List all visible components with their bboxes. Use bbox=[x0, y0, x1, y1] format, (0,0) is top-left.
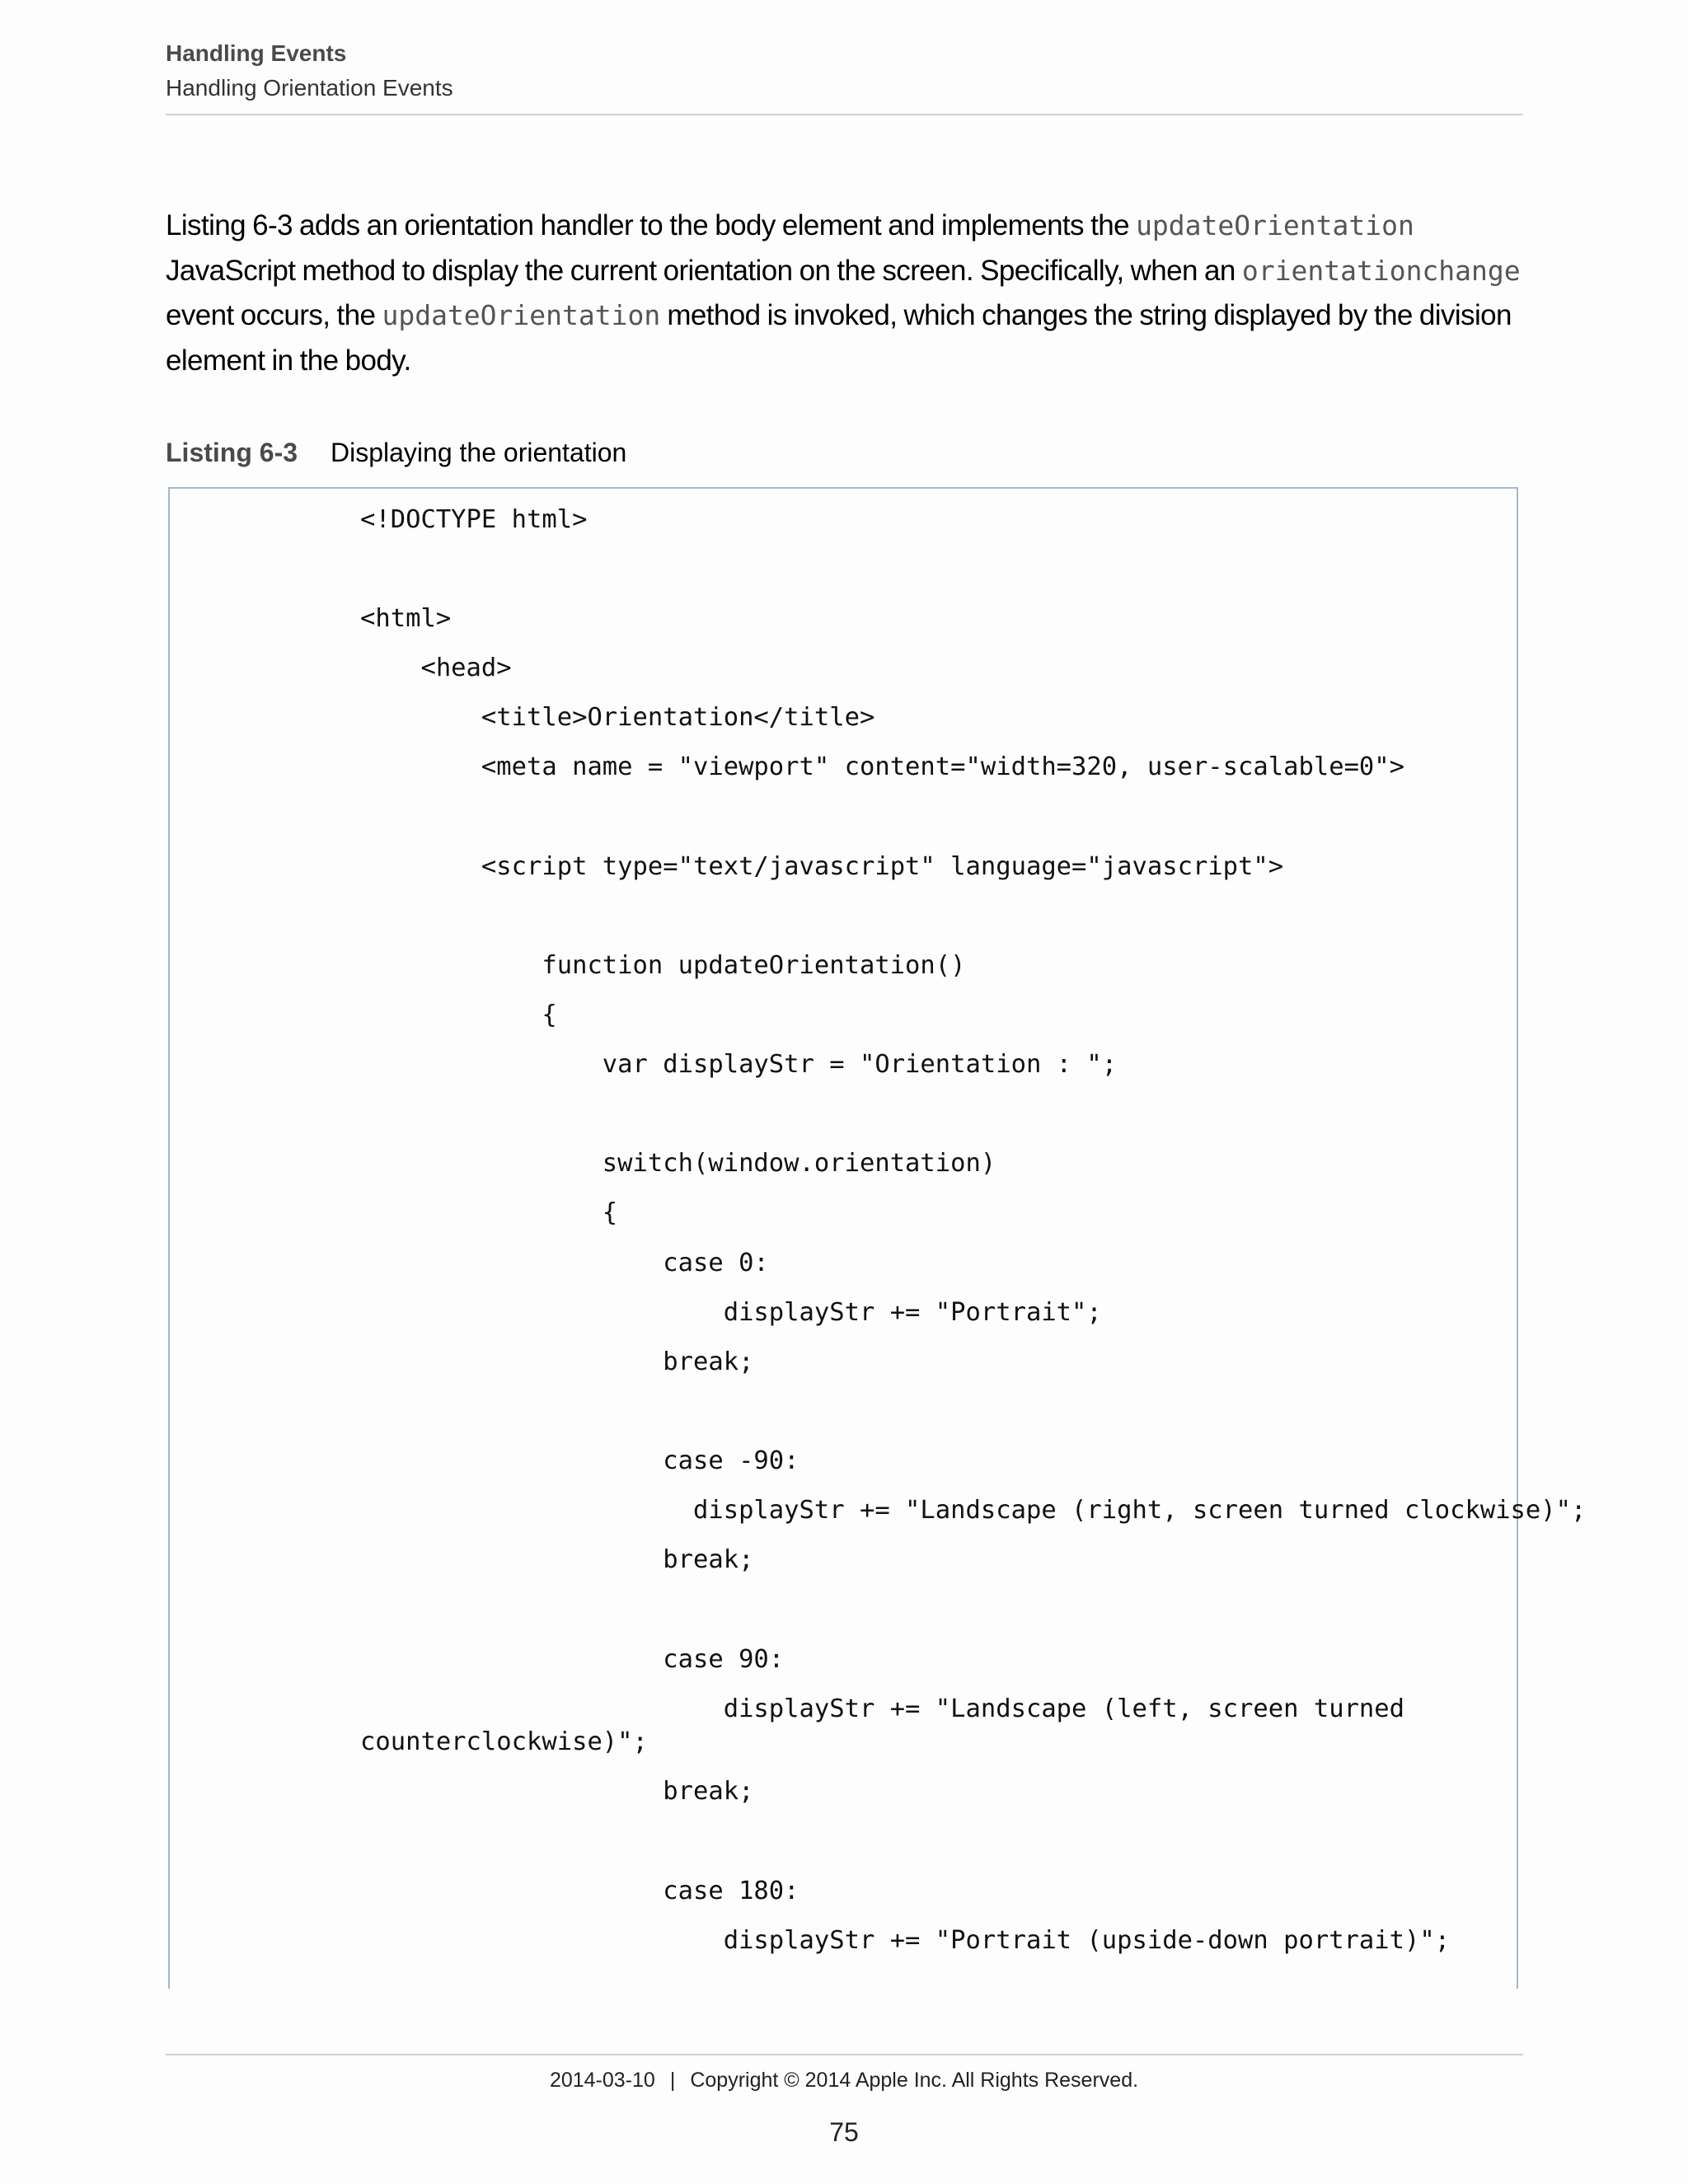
intro-text-3: event occurs, the bbox=[166, 299, 382, 331]
listing-caption bbox=[166, 434, 626, 471]
code-line: break; bbox=[360, 1545, 754, 1574]
intro-text-1: Listing 6-3 adds an orientation handler to the body element and implements the bbox=[166, 209, 1137, 241]
listing-title: Displaying the orientation bbox=[331, 438, 627, 467]
chapter-title: Handling Events bbox=[166, 40, 347, 66]
running-header bbox=[166, 36, 1523, 105]
code-line: <meta name = "viewport" content="width=320, user-scalable=0"> bbox=[360, 752, 1405, 781]
code-line: displayStr += "Portrait"; bbox=[360, 1298, 1102, 1327]
code-block bbox=[360, 489, 1587, 1955]
code-line: var displayStr = "Orientation : "; bbox=[360, 1050, 1118, 1079]
intro-text-4: method is invoked, which changes the string displayed by the division element in the body. bbox=[166, 299, 1512, 377]
header-divider bbox=[166, 114, 1523, 115]
page-number: 75 bbox=[829, 2117, 859, 2147]
code-line: <title>Orientation</title> bbox=[360, 703, 875, 732]
code-line: { bbox=[360, 1001, 557, 1029]
code-line: displayStr += "Portrait (upside-down portrait)"; bbox=[360, 1926, 1451, 1955]
code-line: case 180: bbox=[360, 1877, 799, 1905]
intro-text-2: JavaScript method to display the current orientation on the screen. Specifically, when an bbox=[166, 254, 1242, 287]
section-title: Handling Orientation Events bbox=[166, 75, 453, 101]
code-line: case -90: bbox=[360, 1446, 799, 1475]
intro-code-update-orientation: updateOrientation bbox=[1136, 209, 1414, 241]
footer-divider bbox=[166, 2054, 1523, 2055]
code-line: switch(window.orientation) bbox=[360, 1149, 996, 1178]
code-listing-box bbox=[168, 487, 1587, 1989]
page-footer bbox=[0, 2065, 1688, 2095]
intro-paragraph bbox=[166, 204, 1523, 383]
footer-copyright: Copyright © 2014 Apple Inc. All Rights Reserved. bbox=[690, 2069, 1139, 2092]
code-line: <script type="text/javascript" language="javascript"> bbox=[360, 852, 1284, 881]
code-line: <head> bbox=[360, 654, 512, 682]
code-line: break; bbox=[360, 1347, 754, 1376]
code-line: displayStr += "Landscape (left, screen turned bbox=[360, 1694, 1405, 1723]
code-line: break; bbox=[360, 1777, 754, 1806]
code-line: { bbox=[360, 1198, 618, 1227]
code-line: case 0: bbox=[360, 1249, 769, 1277]
listing-label: Listing 6-3 bbox=[166, 438, 298, 467]
code-line: <!DOCTYPE html> bbox=[360, 505, 588, 534]
code-line: displayStr += "Landscape (right, screen turned clockwise)"; bbox=[360, 1496, 1587, 1525]
code-line: case 90: bbox=[360, 1645, 785, 1674]
code-line: function updateOrientation() bbox=[360, 951, 966, 980]
footer-date: 2014-03-10 bbox=[549, 2069, 655, 2092]
intro-code-orientationchange: orientationchange bbox=[1241, 254, 1521, 287]
code-line: <html> bbox=[360, 604, 452, 633]
footer-separator: | bbox=[669, 2069, 676, 2092]
code-line: counterclockwise)"; bbox=[360, 1727, 648, 1756]
intro-code-update-orientation-2: updateOrientation bbox=[382, 299, 661, 331]
